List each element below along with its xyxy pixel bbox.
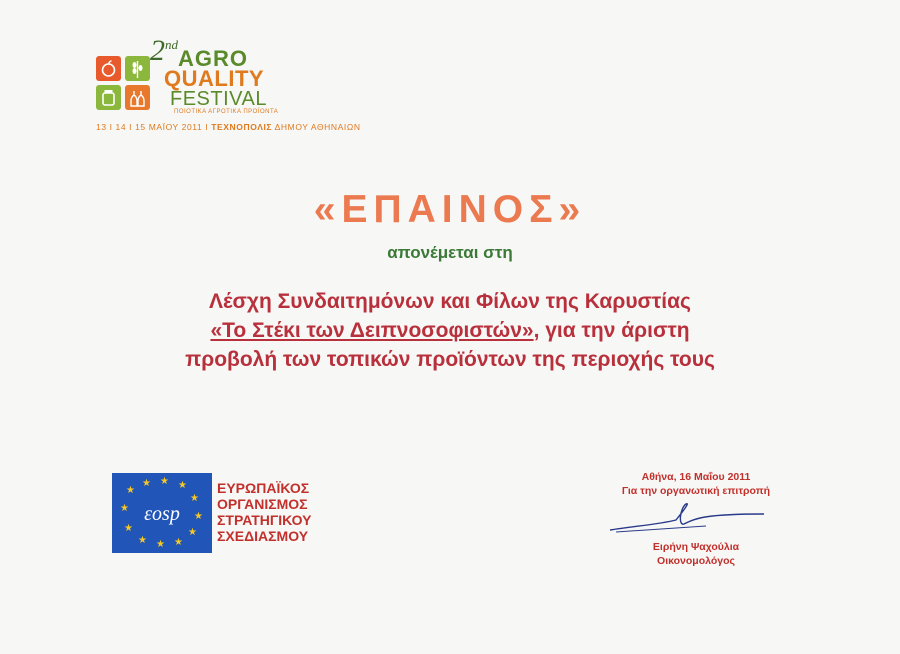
apple-icon <box>96 56 121 81</box>
certificate-title: «ΕΠΑΙΝΟΣ» <box>313 188 587 231</box>
logo-quality: QUALITY <box>164 66 265 91</box>
recipient-name-underlined: «Το Στέκι των Δειπνοσοφιστών» <box>210 319 534 342</box>
logo-icon-grid <box>96 56 152 112</box>
recipient-line-1: Λέσχη Συνδαιτημόνων και Φίλων της Καρυστίας <box>209 290 691 313</box>
wheat-icon <box>125 56 150 81</box>
recipient-text <box>100 287 800 374</box>
svg-text:★: ★ <box>138 535 147 546</box>
handwritten-signature <box>606 500 766 540</box>
svg-text:★: ★ <box>178 480 187 491</box>
festival-logo <box>96 36 396 146</box>
eosp-flag-text: εοsp <box>144 503 180 525</box>
bottles-icon <box>125 85 150 110</box>
svg-text:★: ★ <box>188 527 197 538</box>
certificate-subtitle: απονέμεται στη <box>387 243 513 262</box>
logo-festival: FESTIVAL <box>170 88 267 110</box>
svg-text:★: ★ <box>174 537 183 548</box>
svg-text:★: ★ <box>160 476 169 487</box>
svg-text:★: ★ <box>194 511 203 522</box>
jar-icon <box>96 85 121 110</box>
eosp-organization-name: ΕΥΡΩΠΑΪΚΟΣ ΟΡΓΑΝΙΣΜΟΣ ΣΤΡΑΤΗΓΙΚΟΥ ΣΧΕΔΙΑΣΜΟΥ <box>217 480 312 544</box>
svg-text:★: ★ <box>156 539 165 550</box>
svg-text:★: ★ <box>142 478 151 489</box>
recipient-line-2: «Το Στέκι των Δειπνοσοφιστών», για την άριστη <box>210 319 690 342</box>
place-date: Αθήνα, 16 Μαΐου 2011 <box>641 471 751 483</box>
signatory-name: Ειρήνη Ψαχούλια <box>652 541 740 553</box>
signatory <box>596 540 796 568</box>
svg-text:★: ★ <box>190 493 199 504</box>
signatory-title: Οικονομολόγος <box>657 555 735 567</box>
eosp-logo-flag <box>112 473 212 553</box>
logo-agro: AGRO <box>178 46 248 71</box>
festival-dates: 13 I 14 I 15 ΜΑΪΟΥ 2011 I ΤΕΧΝΟΠΟΛΙΣ ΔΗΜΟΥ ΑΘΗΝΑΙΩΝ <box>96 122 361 132</box>
edition-number: 2nd <box>150 34 178 67</box>
logo-products: ΠΟΙΟΤΙΚΑ ΑΓΡΟΤΙΚΑ ΠΡΟΪΟΝΤΑ <box>174 109 279 115</box>
committee-label: Για την οργανωτική επιτροπή <box>621 485 771 497</box>
signature-header <box>596 470 796 498</box>
svg-text:★: ★ <box>126 485 135 496</box>
svg-text:★: ★ <box>124 523 133 534</box>
recipient-line-3: προβολή των τοπικών προϊόντων της περιοχής τους <box>185 348 715 371</box>
svg-text:★: ★ <box>120 503 129 514</box>
